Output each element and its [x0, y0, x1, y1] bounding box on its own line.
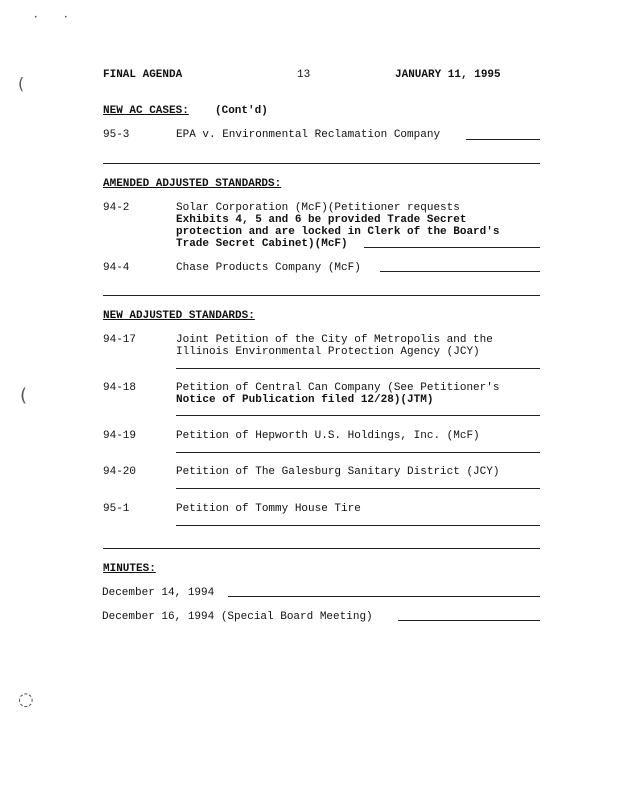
case-number: 94-18: [103, 382, 137, 394]
case-number: 94-2: [103, 202, 130, 214]
case-description-line: Illinois Environmental Protection Agency (JCY): [176, 346, 480, 358]
case-underline: [176, 488, 540, 489]
minutes-underline: [398, 620, 540, 621]
case-description: Petition of Tommy House Tire: [176, 503, 361, 515]
minutes-item: December 16, 1994 (Special Board Meeting): [102, 611, 373, 623]
section-divider: [103, 163, 540, 164]
section-cont-label: (Cont'd): [215, 105, 268, 117]
case-description-line: protection and are locked in Clerk of the Board's: [176, 226, 500, 238]
hole-punch-mark: ◌: [18, 689, 34, 710]
case-number: 94-17: [103, 334, 137, 346]
case-description: Petition of The Galesburg Sanitary District (JCY): [176, 466, 500, 478]
scan-speck: •: [64, 14, 68, 21]
section-divider: [103, 295, 540, 296]
case-number: 94-4: [103, 262, 130, 274]
case-underline: [364, 247, 540, 248]
case-description: Petition of Hepworth U.S. Holdings, Inc. (McF): [176, 430, 480, 442]
case-number: 95-3: [103, 129, 130, 141]
section-heading-new-adjusted: NEW ADJUSTED STANDARDS:: [103, 310, 255, 322]
case-underline: [176, 368, 540, 369]
scan-speck: •: [34, 14, 38, 21]
section-heading-minutes: MINUTES:: [103, 563, 156, 575]
case-number: 94-20: [103, 466, 137, 478]
case-description-line: Petition of Central Can Company (See Petitioner's: [176, 382, 500, 394]
case-description: Chase Products Company (McF): [176, 262, 361, 274]
case-underline: [176, 415, 540, 416]
case-description-line: Solar Corporation (McF)(Petitioner requests: [176, 202, 460, 214]
section-heading-ac-cases: NEW AC CASES:: [103, 105, 189, 117]
case-description-line: Exhibits 4, 5 and 6 be provided Trade Secret: [176, 214, 467, 226]
agenda-date: JANUARY 11, 1995: [395, 69, 501, 81]
section-heading-amended: AMENDED ADJUSTED STANDARDS:: [103, 178, 282, 190]
minutes-underline: [228, 596, 540, 597]
hole-punch-mark: (: [20, 385, 28, 406]
case-description-line: Notice of Publication filed 12/28)(JTM): [176, 394, 434, 406]
case-number: 95-1: [103, 503, 130, 515]
case-description-line: Joint Petition of the City of Metropolis and the: [176, 334, 493, 346]
section-divider: [103, 548, 540, 549]
case-description: EPA v. Environmental Reclamation Company: [176, 129, 441, 141]
case-underline: [176, 452, 540, 453]
case-number: 94-19: [103, 430, 137, 442]
minutes-item: December 14, 1994: [102, 587, 215, 599]
case-underline: [380, 271, 540, 272]
case-description-line: Trade Secret Cabinet)(McF): [176, 238, 348, 250]
agenda-title: FINAL AGENDA: [103, 69, 183, 81]
page-number: 13: [297, 69, 311, 81]
case-underline: [176, 525, 540, 526]
hole-punch-mark: (: [18, 74, 25, 93]
case-underline: [466, 139, 540, 140]
